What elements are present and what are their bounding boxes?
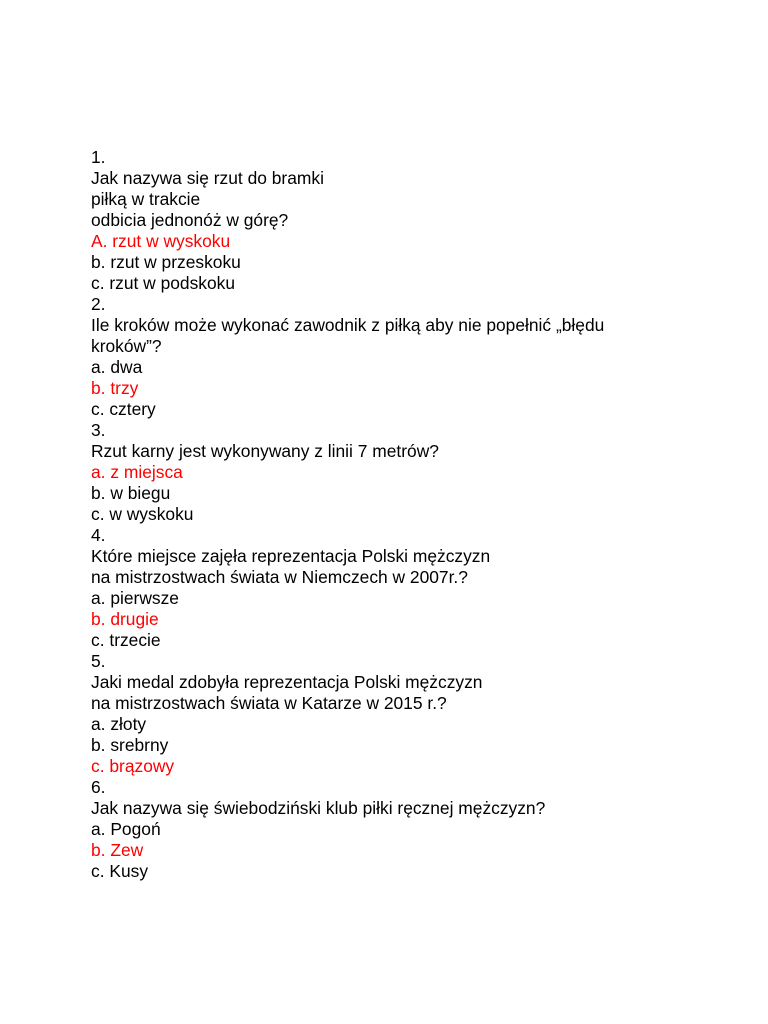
question-block [91,147,731,294]
question-text: Które miejsce zajęła reprezentacja Polski mężczyzn [91,546,491,566]
quiz-document [91,147,731,882]
question-block [91,777,731,882]
question-number: 1. [91,147,106,167]
answer-option: a. dwa [91,357,143,377]
answer-option: c. brązowy [91,756,175,776]
question-text: piłką w trakcie [91,189,201,209]
question-number: 5. [91,651,106,671]
question-block [91,525,731,651]
answer-option: a. złoty [91,714,147,734]
question-block [91,294,731,420]
question-text: na mistrzostwach świata w Niemczech w 2007r.? [91,567,468,587]
answer-option: a. pierwsze [91,588,179,608]
question-text: kroków”? [91,336,162,356]
answer-option: c. w wyskoku [91,504,194,524]
answer-option: c. trzecie [91,630,161,650]
question-block [91,420,731,525]
question-text: Jak nazywa się świebodziński klub piłki ręcznej mężczyzn? [91,798,546,818]
answer-option: b. trzy [91,378,139,398]
answer-option: a. Pogoń [91,819,161,839]
question-text: Jaki medal zdobyła reprezentacja Polski mężczyzn [91,672,483,692]
answer-option: c. Kusy [91,861,149,881]
question-number: 4. [91,525,106,545]
question-block [91,651,731,777]
answer-option: b. srebrny [91,735,169,755]
question-text: odbicia jednonóż w górę? [91,210,289,230]
answer-option: b. w biegu [91,483,171,503]
answer-option: b. rzut w przeskoku [91,252,241,272]
answer-option: c. cztery [91,399,156,419]
answer-option: a. z miejsca [91,462,183,482]
question-text: Ile kroków może wykonać zawodnik z piłką aby nie popełnić „błędu [91,315,605,335]
answer-option: b. Zew [91,840,144,860]
answer-option: A. rzut w wyskoku [91,231,231,251]
question-text: Rzut karny jest wykonywany z linii 7 metrów? [91,441,439,461]
answer-option: c. rzut w podskoku [91,273,236,293]
question-text: na mistrzostwach świata w Katarze w 2015 r.? [91,693,447,713]
question-number: 3. [91,420,106,440]
answer-option: b. drugie [91,609,159,629]
question-number: 2. [91,294,106,314]
question-text: Jak nazywa się rzut do bramki [91,168,324,188]
question-number: 6. [91,777,106,797]
